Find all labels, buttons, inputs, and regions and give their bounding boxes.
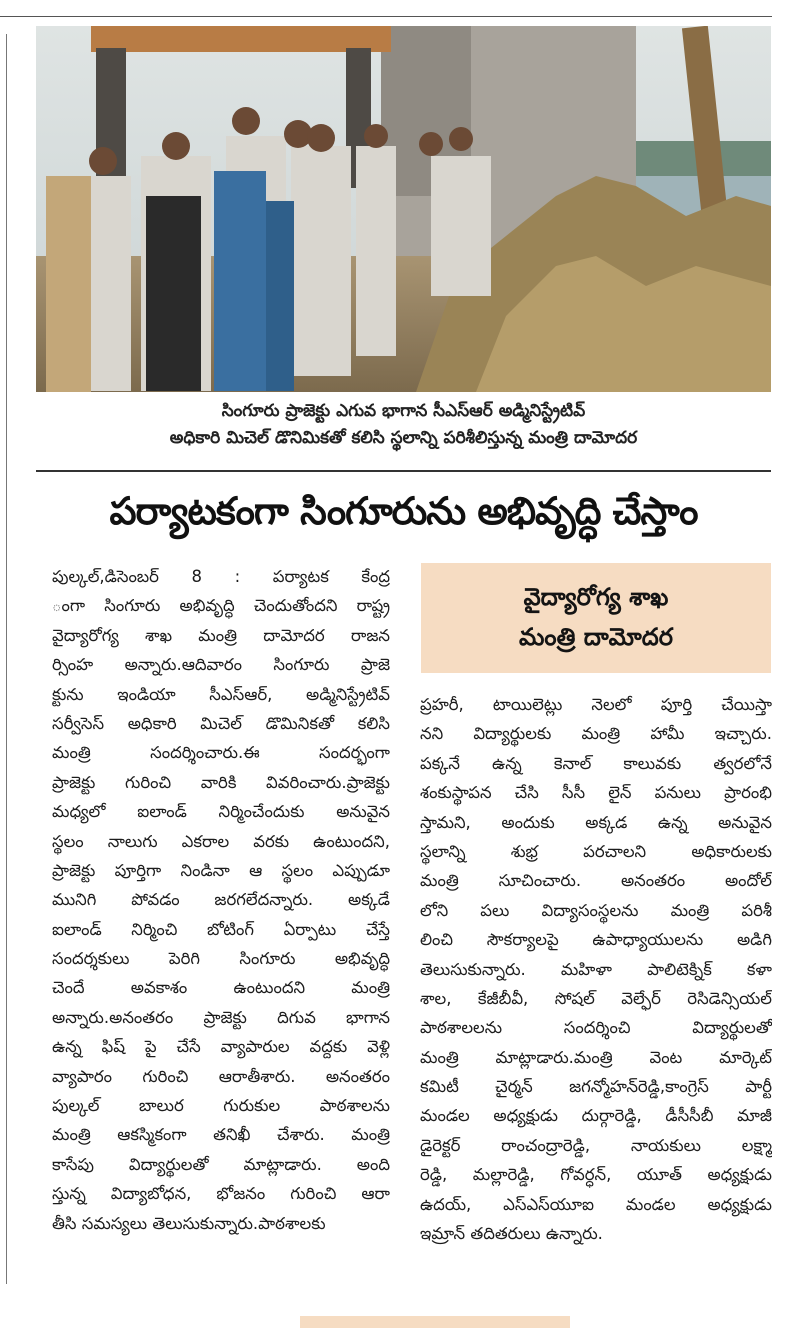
article-line: లించి సౌకర్యాలపై ఉపాధ్యాయులను అడిగి [420, 930, 772, 950]
article-line: ఇమ్రాన్ తదితరులు ఉన్నారు. [420, 1224, 603, 1244]
caption-line-1: సింగూరు ప్రాజెక్టు ఎగువ భాగాన సీఎస్ఆర్ అడ్మినిస్ట్రేటివ్ [221, 401, 586, 421]
article-line: డైరెక్టర్ రాంచంద్రారెడ్డి, నాయకులు లక్ష్మా [420, 1135, 772, 1155]
article-line: మంత్రి సూచించారు. అనంతరం అందోల్ [420, 871, 772, 891]
article-line: పక్కనే ఉన్న కెనాల్ కాలువకు త్వరలోనే [420, 753, 772, 773]
article-line: మునిగి పోవడం జరగలేదన్నారు. అక్కడే [52, 890, 390, 910]
article-line: కమిటీ చైర్మన్ జగన్మోహన్‌రెడ్డి,కాంగ్రెస్ పార్టీ [420, 1077, 772, 1097]
article-line: లోని పలు విద్యాసంస్థలను మంత్రి పరిశీ [420, 900, 772, 920]
article-line: వైద్యారోగ్య శాఖ మంత్రి దామోదర రాజన [52, 625, 390, 645]
article-line: ంగా సింగూరు అభివృద్ధి చెందుతోందని రాష్ట్ర [52, 596, 390, 616]
photo-caption [36, 398, 771, 452]
article-line: చెందే అవకాశం ఉంటుందని మంత్రి [52, 978, 390, 998]
article-line: ర్సింహ అన్నారు.ఆదివారం సింగూరు ప్రాజె [52, 655, 390, 675]
article-line: కాసేపు విద్యార్థులతో మాట్లాడారు. అంది [52, 1154, 390, 1174]
article-line: అన్నారు.అనంతరం ప్రాజెక్టు దిగువ భాగాన [52, 1007, 390, 1027]
article-line: తీసి సమస్యలు తెలుసుకున్నారు.పాఠశాలకు [52, 1213, 326, 1233]
article-line: మధ్యలో ఐలాండ్ నిర్మించేందుకు అనువైన [52, 802, 390, 822]
article-line: సర్వీసెస్ అధికారి మిచెల్ డొమినికతో కలిసి [52, 713, 390, 733]
article-line: పుల్కల్,డిసెంబర్ 8 : పర్యాటక కేంద్ర [52, 567, 390, 586]
news-photo [36, 26, 771, 392]
highlight-box [421, 563, 771, 673]
highlight-line-1: వైద్యారోగ్య శాఖ [523, 583, 669, 611]
article-line: స్తున్న విద్యాబోధన, భోజనం గురించి ఆరా [52, 1184, 390, 1204]
article-line: తెలుసుకున్నారు. మహిళా పాలిటెక్నిక్ కళా [420, 959, 772, 979]
article-line: పాఠశాలలను సందర్శించి విద్యార్థులతో [420, 1018, 772, 1038]
article-line: సందర్శకులు పెరిగి సింగూరు అభివృద్ధి [52, 949, 390, 969]
article-line: ప్రాజెక్టు గురించి వారికి వివరించారు.ప్రాజెక్టు [52, 772, 390, 792]
article-line: వ్యాపారం గురించి ఆరాతీశారు. అనంతరం [52, 1066, 390, 1086]
article-line: ఉన్న ఫిష్ పై చేసే వ్యాపారుల వద్దకు వెళ్లి [52, 1037, 390, 1057]
highlight-line-2: మంత్రి దామోదర [519, 623, 673, 651]
article-line: మండల అధ్యక్షుడు దుర్గారెడ్డి, డీసీసీబీ మాజీ [420, 1106, 772, 1126]
bottom-tab-decoration [300, 1316, 570, 1328]
top-rule [0, 16, 772, 17]
article-line: ఉదయ్, ఎస్ఎస్‌యూఐ మండల అధ్యక్షుడు [420, 1194, 772, 1214]
article-line: మంత్రి మాట్లాడారు.మంత్రి వెంట మార్కెట్ [420, 1047, 772, 1067]
article-left-column [52, 562, 390, 1238]
article-line: శంకుస్థాపన చేసి సీసీ లైన్ పనులు ప్రారంభి [420, 783, 772, 803]
article-line: స్థలాన్ని శుభ్ర పరచాలని అధికారులకు [420, 841, 772, 861]
article-right-column [420, 690, 772, 1248]
article-line: క్టును ఇండియా సీఎస్ఆర్, అడ్మినిస్ట్రేటివ్ [52, 684, 390, 704]
article-headline: పర్యాటకంగా సింగూరును అభివృద్ధి చేస్తాం [109, 489, 698, 533]
article-line: పుల్కల్ బాలుర గురుకుల పాఠశాలను [52, 1096, 390, 1116]
article-line: స్తామని, అందుకు అక్కడ ఉన్న అనువైన [420, 812, 772, 832]
article-line: మంత్రి ఆకస్మికంగా తనిఖీ చేశారు. మంత్రి [52, 1125, 390, 1145]
caption-divider [36, 470, 771, 472]
article-line: ప్రహరీ, టాయిలెట్లు నెలలో పూర్తి చేయిస్తా [420, 695, 772, 714]
article-line: ఐలాండ్ నిర్మించి బోటింగ్ ఏర్పాటు చేస్తే [52, 919, 390, 939]
column-divider-left [6, 34, 7, 1284]
caption-line-2: అధికారి మిచెల్ డొనిమికతో కలిసి స్థలాన్ని పరిశీలిస్తున్న మంత్రి దామోదర [169, 428, 638, 448]
article-line: స్థలం నాలుగు ఎకరాల వరకు ఉంటుందని, [52, 831, 390, 851]
article-line: రెడ్డి, మల్లారెడ్డి, గోవర్ధన్, యూత్ అధ్యక్షుడు [420, 1165, 772, 1185]
article-line: శాల, కేజీబీవీ, సోషల్ వెల్ఫేర్ రెసిడెన్సియల్ [420, 988, 772, 1008]
article-line: నని విద్యార్థులకు మంత్రి హామీ ఇచ్చారు. [420, 724, 772, 744]
article-line: మంత్రి సందర్శించారు.ఈ సందర్భంగా [52, 743, 390, 763]
article-line: ప్రాజెక్టు పూర్తిగా నిండినా ఆ స్థలం ఎప్పుడూ [52, 860, 390, 880]
